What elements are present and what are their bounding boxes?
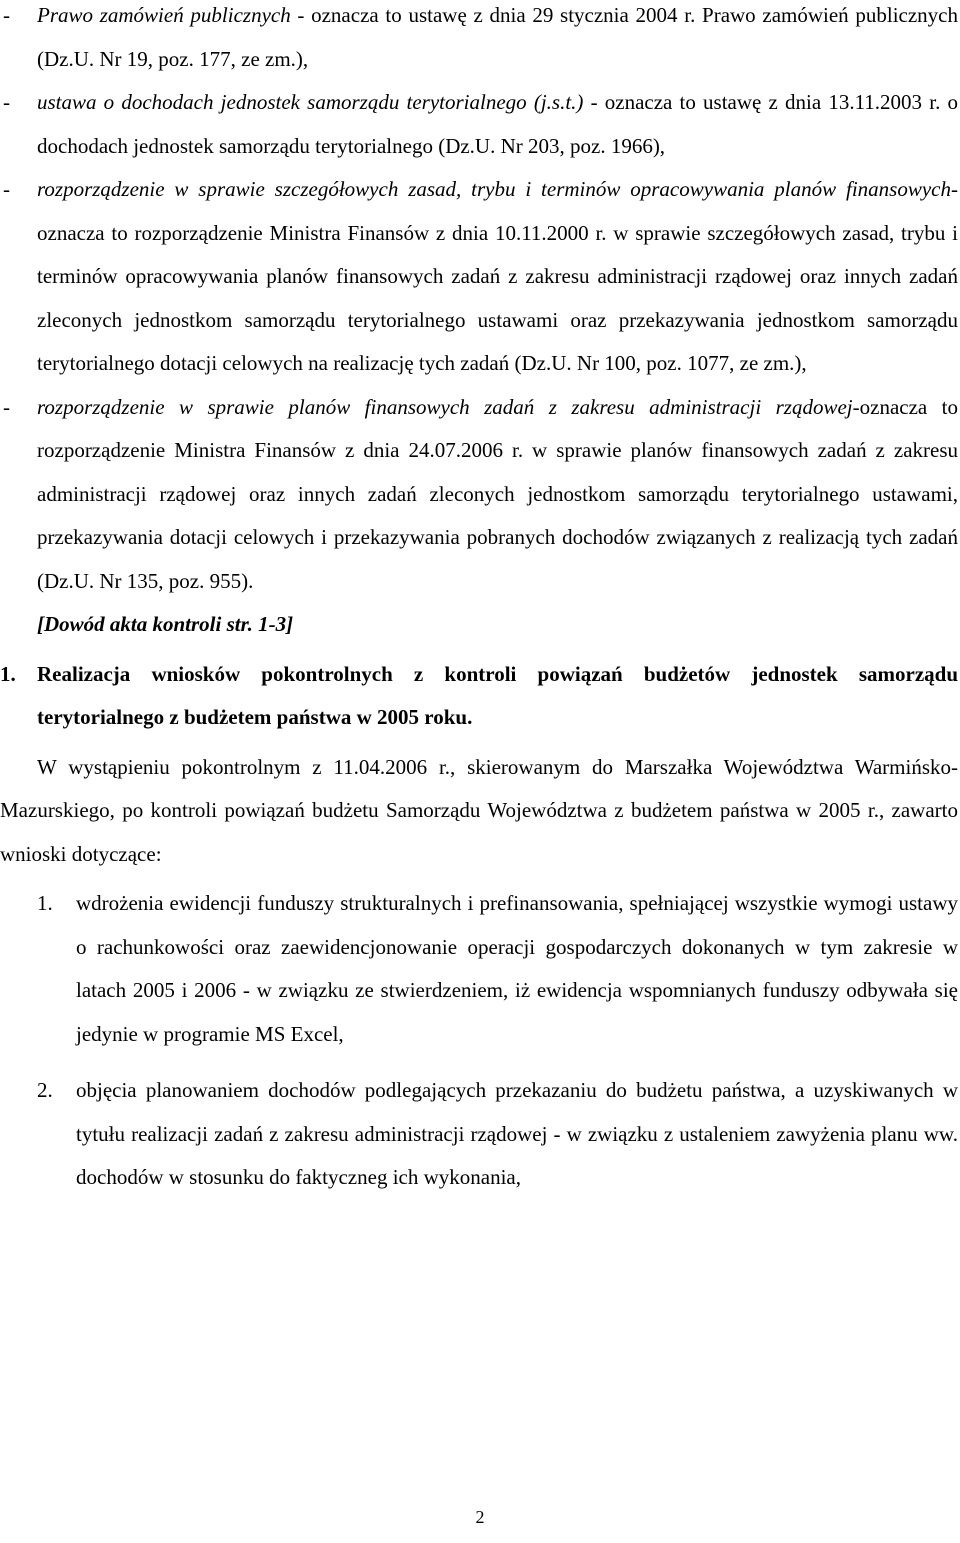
definition-term: ustawa o dochodach jednostek samorządu terytorialnego (j.s.t.) xyxy=(37,90,584,114)
intro-paragraph: W wystąpieniu pokontrolnym z 11.04.2006 r., skierowanym do Marszałka Województwa Warmińsko-Mazurskiego, po kontroli powiązań budżetu Samorządu Województwa z budżetem państwa w 2005 r., zawarto wnioski dotyczące: xyxy=(0,754,958,866)
definition-item xyxy=(0,386,958,604)
definition-text: - oznacza to ustawę z dnia 29 stycznia 2004 r. Prawo zamówień publicznych (Dz.U. Nr 19, poz. 177, ze zm.), xyxy=(37,3,959,71)
section-heading xyxy=(0,653,958,740)
definition-text: - oznacza to ustawę z dnia 13.11.2003 r. o dochodach jednostek samorządu terytorialnego (Dz.U. Nr 203, poz. 1966), xyxy=(37,90,958,158)
dash-marker: - xyxy=(3,177,10,201)
list-item-text: objęcia planowaniem dochodów podlegających przekazaniu do budżetu państwa, a uzyskiwanych w tytułu realizacji zadań z zakresu administracji rządowej - w związku z ustaleniem zawyżenia planu ww. dochodów w stosunku do faktyczneg ich wykonania, xyxy=(76,1078,958,1189)
definition-term: rozporządzenie w sprawie szczegółowych zasad, trybu i terminów opracowywania planów finansowych xyxy=(37,177,951,201)
conclusions-list xyxy=(0,882,958,1200)
list-number: 1. xyxy=(37,891,53,915)
definition-item xyxy=(0,0,958,81)
definition-term: Prawo zamówień publicznych xyxy=(37,3,291,27)
dash-marker: - xyxy=(3,3,10,27)
dash-marker: - xyxy=(3,90,10,114)
definition-item xyxy=(0,168,958,386)
list-item xyxy=(0,882,958,1056)
evidence-note: [Dowód akta kontroli str. 1-3] xyxy=(37,612,294,636)
dash-marker: - xyxy=(3,394,10,419)
section-number: 1. xyxy=(0,661,16,686)
list-number: 2. xyxy=(37,1078,53,1102)
page-number: 2 xyxy=(475,1507,485,1527)
definition-text: -oznacza to rozporządzenie Ministra Finansów z dnia 10.11.2000 r. w sprawie szczegółowych zasad, trybu i terminów opracowywania planów finansowych zadań z zakresu administracji rządowej oraz innych zadań zleconych jednostkom samorządu terytorialnego ustawami oraz przekazywania jednostkom samorządu terytorialnego dotacji celowych na realizację tych zadań (Dz.U. Nr 100, poz. 1077, ze zm.), xyxy=(37,177,958,375)
section-title: Realizacja wniosków pokontrolnych z kontroli powiązań budżetów jednostek samorządu terytorialnego z budżetem państwa w 2005 roku. xyxy=(37,661,958,729)
definition-text: -oznacza to rozporządzenie Ministra Finansów z dnia 24.07.2006 r. w sprawie planów finansowych zadań z zakresu administracji rządowej oraz innych zadań zleconych jednostkom samorządu terytorialnego ustawami, przekazywania dotacji celowych i przekazywania pobranych dochodów związanych z realizacją tych zadań (Dz.U. Nr 135, poz. 955). xyxy=(37,394,958,593)
list-item xyxy=(0,1069,958,1200)
definition-term: rozporządzenie w sprawie planów finansowych zadań z zakresu administracji rządowej xyxy=(37,394,853,419)
list-item-text: wdrożenia ewidencji funduszy strukturalnych i prefinansowania, spełniającej wszystkie wymogi ustawy o rachunkowości oraz zaewidencjonowanie operacji gospodarczych dokonanych w tym zakresie w latach 2005 i 2006 - w związku ze stwierdzeniem, iż ewidencja wspomnianych funduszy odbywała się jedynie w programie MS Excel, xyxy=(76,891,958,1046)
definition-item xyxy=(0,81,958,168)
